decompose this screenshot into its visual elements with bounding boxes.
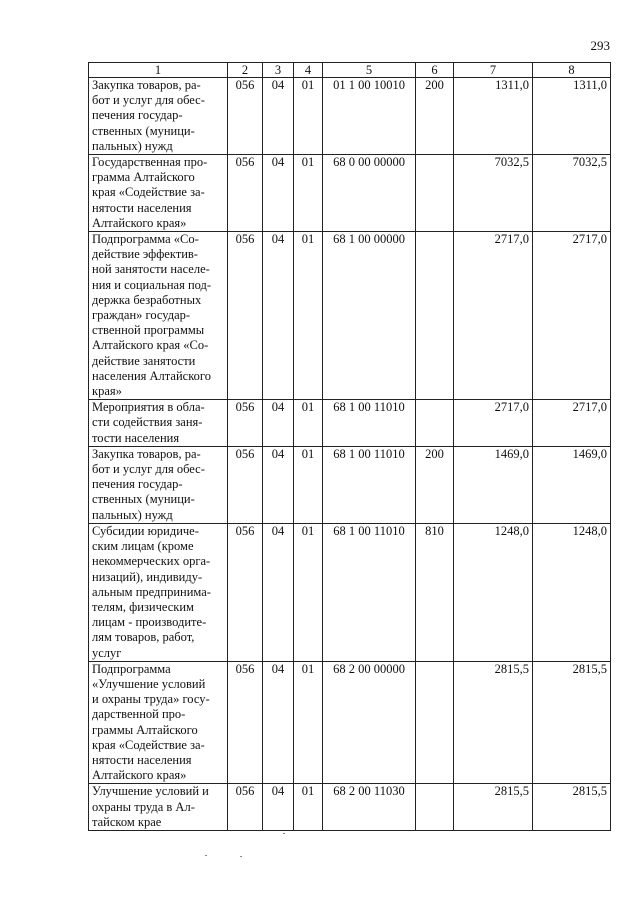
amount-col8: 2717,0	[533, 400, 611, 447]
item-name: Закупка товаров, ра- бот и услуг для обес- печения государ- ственных (муници- пальных) нужд	[89, 446, 228, 523]
section-code: 04	[263, 523, 294, 661]
subsection-code: 01	[294, 784, 323, 831]
amount-col8: 1311,0	[533, 78, 611, 155]
column-header: 6	[416, 63, 454, 78]
column-header: 1	[89, 63, 228, 78]
item-name: Субсидии юридиче- ским лицам (кроме некоммерческих орга- низаций), индивиду- альным предпринима- телям, физическим лицам - производите- лям товаров, работ, услуг	[89, 523, 228, 661]
target-article-code: 68 1 00 11010	[323, 400, 416, 447]
target-article-code: 68 2 00 00000	[323, 661, 416, 784]
ministry-code: 056	[228, 78, 263, 155]
column-header: 3	[263, 63, 294, 78]
ministry-code: 056	[228, 784, 263, 831]
subsection-code: 01	[294, 155, 323, 232]
column-header: 2	[228, 63, 263, 78]
ministry-code: 056	[228, 523, 263, 661]
item-name: Закупка товаров, ра- бот и услуг для обес- печения государ- ственных (муници- пальных) нужд	[89, 78, 228, 155]
budget-table	[88, 62, 611, 831]
amount-col7: 2717,0	[454, 400, 533, 447]
table-row	[89, 78, 611, 155]
ministry-code: 056	[228, 232, 263, 400]
target-article-code: 68 1 00 11010	[323, 446, 416, 523]
amount-col8: 1248,0	[533, 523, 611, 661]
subsection-code: 01	[294, 400, 323, 447]
amount-col7: 2815,5	[454, 661, 533, 784]
table-row	[89, 155, 611, 232]
amount-col7: 1469,0	[454, 446, 533, 523]
subsection-code: 01	[294, 523, 323, 661]
table-row	[89, 523, 611, 661]
column-header: 8	[533, 63, 611, 78]
expense-type-code: 200	[416, 78, 454, 155]
amount-col7: 2717,0	[454, 232, 533, 400]
section-code: 04	[263, 155, 294, 232]
section-code: 04	[263, 446, 294, 523]
header-row	[89, 63, 611, 78]
expense-type-code	[416, 784, 454, 831]
column-header: 4	[294, 63, 323, 78]
subsection-code: 01	[294, 232, 323, 400]
table-row	[89, 661, 611, 784]
amount-col7: 1248,0	[454, 523, 533, 661]
amount-col8: 2815,5	[533, 661, 611, 784]
amount-col7: 2815,5	[454, 784, 533, 831]
target-article-code: 68 1 00 00000	[323, 232, 416, 400]
table-row	[89, 232, 611, 400]
table-row	[89, 446, 611, 523]
ministry-code: 056	[228, 446, 263, 523]
ministry-code: 056	[228, 661, 263, 784]
amount-col8: 7032,5	[533, 155, 611, 232]
item-name: Подпрограмма «Со- действие эффектив- ной занятости населе- ния и социальная под- держка безработных граждан» государ- ственной программы Алтайского края «Со- действие занятости населения Алтайского края»	[89, 232, 228, 400]
expense-type-code	[416, 232, 454, 400]
expense-type-code	[416, 400, 454, 447]
target-article-code: 01 1 00 10010	[323, 78, 416, 155]
section-code: 04	[263, 400, 294, 447]
section-code: 04	[263, 661, 294, 784]
amount-col7: 1311,0	[454, 78, 533, 155]
amount-col8: 1469,0	[533, 446, 611, 523]
item-name: Государственная про- грамма Алтайского края «Содействие за- нятости населения Алтайского края»	[89, 155, 228, 232]
target-article-code: 68 1 00 11010	[323, 523, 416, 661]
amount-col8: 2717,0	[533, 232, 611, 400]
page-number: 293	[590, 38, 610, 53]
amount-col8: 2815,5	[533, 784, 611, 831]
ministry-code: 056	[228, 155, 263, 232]
expense-type-code: 200	[416, 446, 454, 523]
target-article-code: 68 0 00 00000	[323, 155, 416, 232]
scan-speck	[283, 833, 285, 834]
target-article-code: 68 2 00 11030	[323, 784, 416, 831]
section-code: 04	[263, 78, 294, 155]
expense-type-code: 810	[416, 523, 454, 661]
ministry-code: 056	[228, 400, 263, 447]
column-header: 5	[323, 63, 416, 78]
expense-type-code	[416, 661, 454, 784]
subsection-code: 01	[294, 78, 323, 155]
scan-speck	[240, 856, 242, 857]
column-header: 7	[454, 63, 533, 78]
amount-col7: 7032,5	[454, 155, 533, 232]
subsection-code: 01	[294, 446, 323, 523]
section-code: 04	[263, 232, 294, 400]
item-name: Подпрограмма «Улучшение условий и охраны труда» госу- дарственной про- граммы Алтайского края «Содействие за- нятости населения Алтайского края»	[89, 661, 228, 784]
expense-type-code	[416, 155, 454, 232]
table-row	[89, 400, 611, 447]
section-code: 04	[263, 784, 294, 831]
item-name: Мероприятия в обла- сти содействия заня- тости населения	[89, 400, 228, 447]
table-row	[89, 784, 611, 831]
subsection-code: 01	[294, 661, 323, 784]
item-name: Улучшение условий и охраны труда в Ал- тайском крае	[89, 784, 228, 831]
scan-speck	[205, 855, 207, 856]
